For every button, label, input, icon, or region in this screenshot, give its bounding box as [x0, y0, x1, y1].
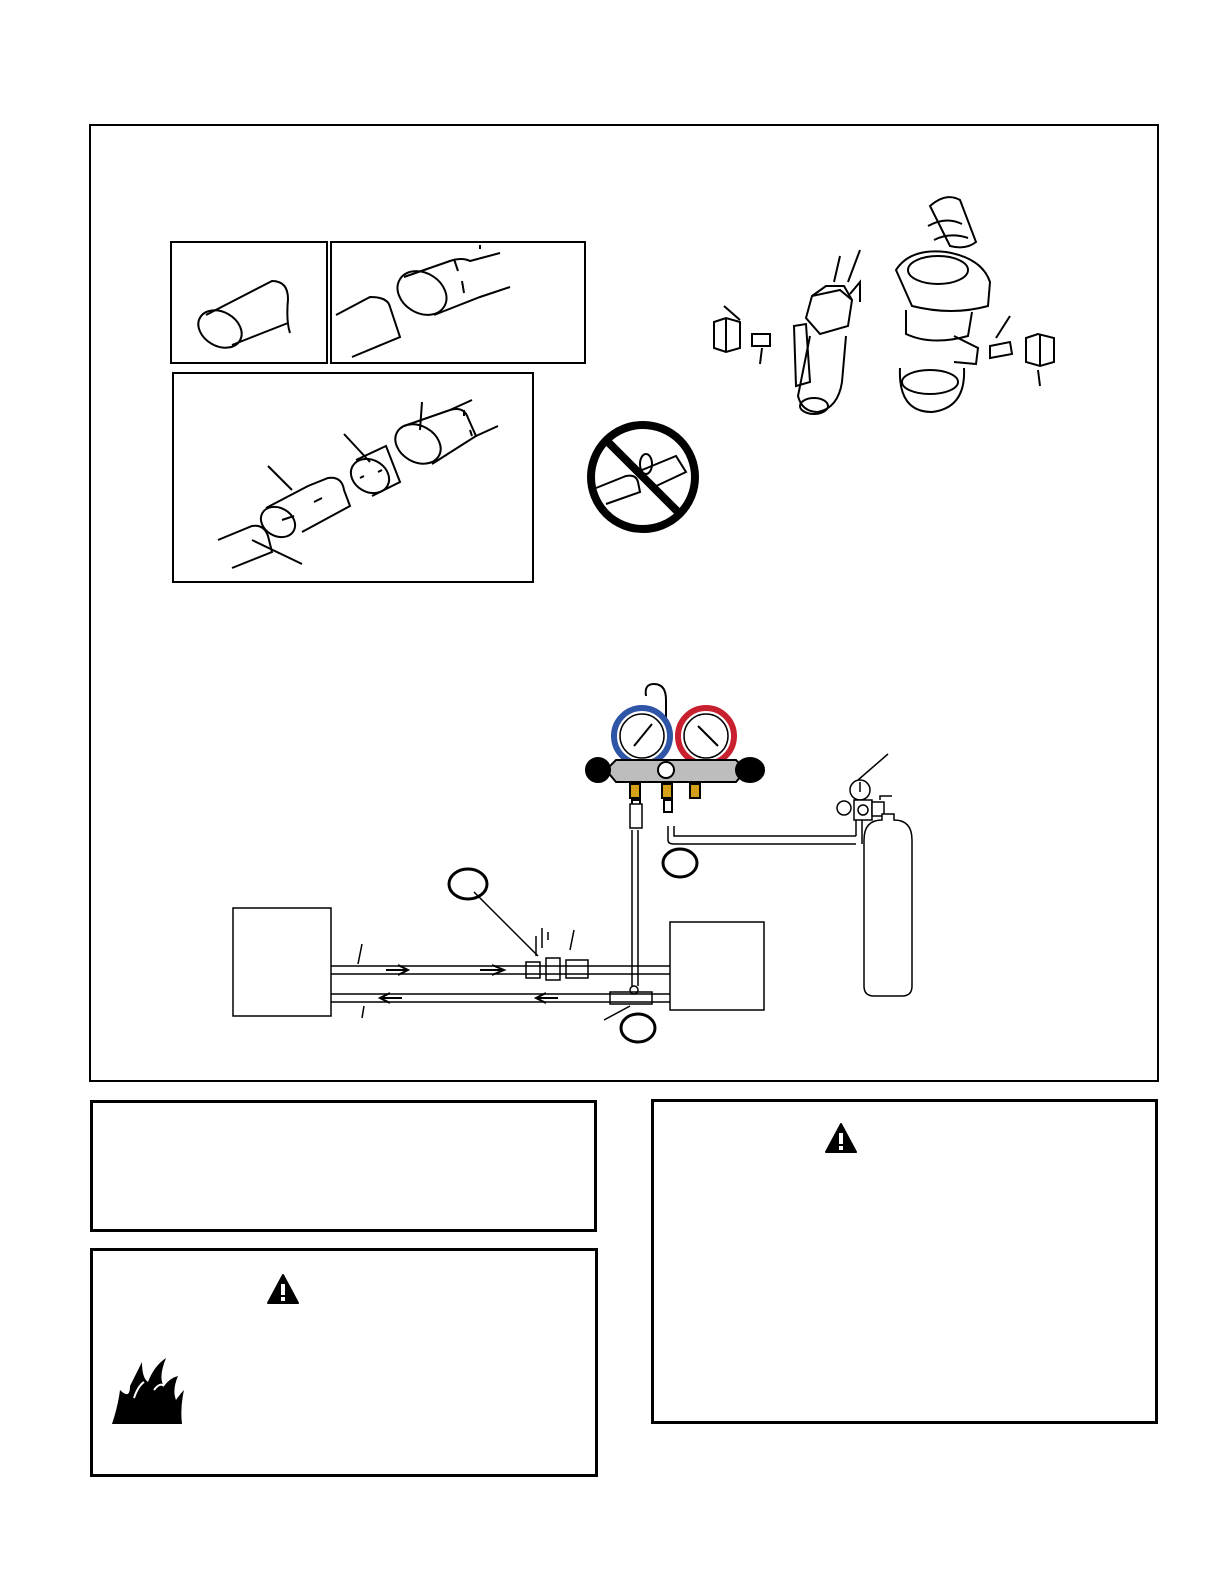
tube-cut-illustration [170, 241, 328, 364]
outdoor-unit-box [233, 908, 331, 1016]
coupling-illustration [172, 372, 534, 583]
callout-circle-bottom [618, 1012, 658, 1046]
callout-circle-left [446, 866, 490, 902]
warning-box-right [651, 1099, 1158, 1424]
tube-swage-illustration [330, 241, 586, 364]
service-valves-illustration [700, 186, 1080, 426]
callout-circle-center [660, 846, 700, 880]
warning-triangle-icon [824, 1122, 858, 1154]
note-box [90, 1100, 597, 1232]
prohibited-icon [586, 418, 700, 536]
warning-triangle-icon [266, 1273, 300, 1305]
fire-icon [108, 1356, 188, 1426]
